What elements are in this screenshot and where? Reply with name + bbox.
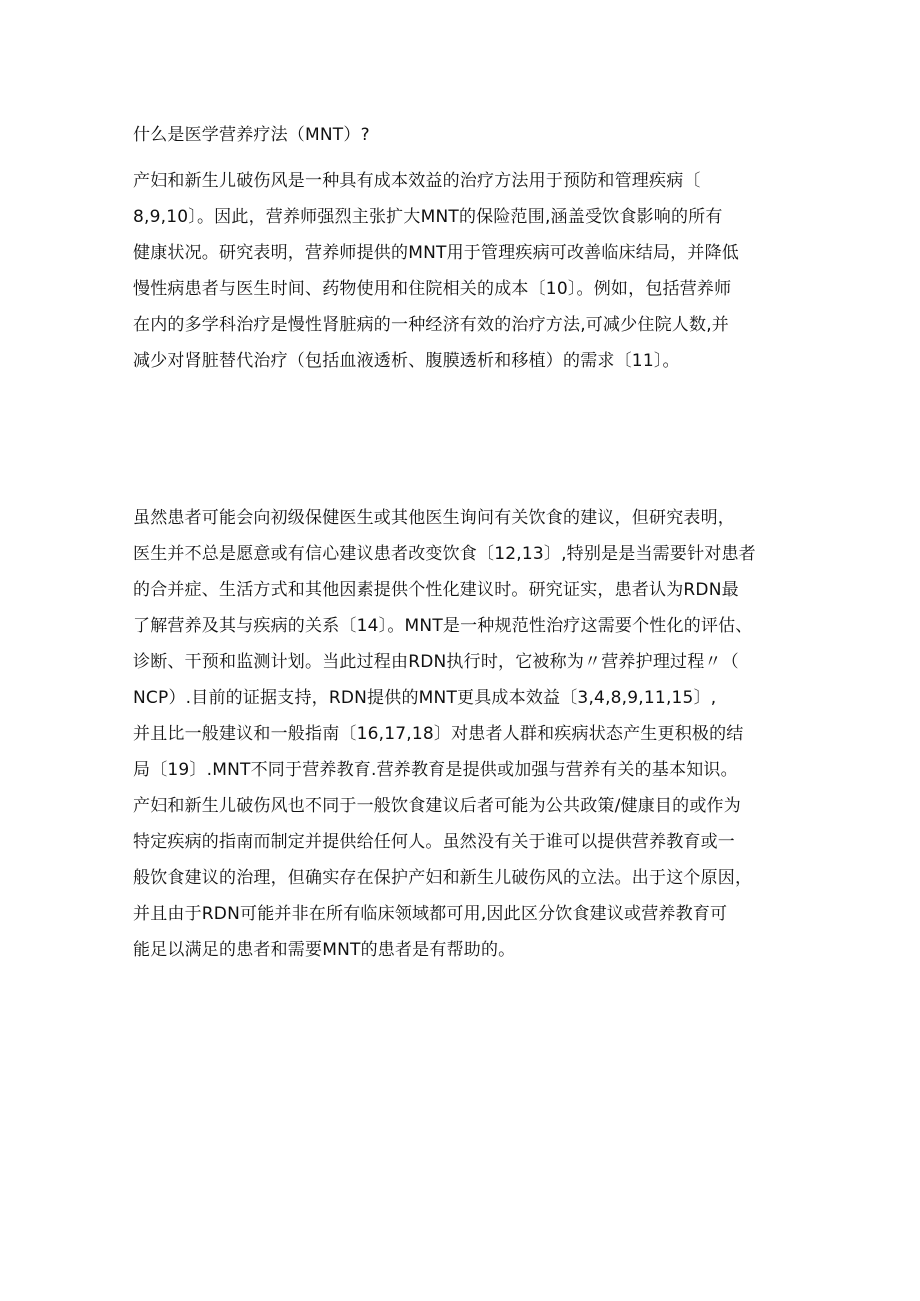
paragraph-line: 特定疾病的指南而制定并提供给任何人。虽然没有关于谁可以提供营养教育或一 [133,832,735,852]
paragraph-line: 健康状况。研究表明，营养师提供的MNT用于管理疾病可改善临床结局，并降低 [133,243,739,263]
heading-text: 什么是医学营养疗法（MNT）? [133,125,370,145]
paragraph-line: 虽然患者可能会向初级保健医生或其他医生询问有关饮食的建议，但研究表明， [133,508,735,528]
paragraph-line: 在内的多学科治疗是慢性肾脏病的一种经济有效的治疗方法,可减少住院人数,并 [133,315,730,335]
paragraph-line: 医生并不总是愿意或有信心建议患者改变饮食〔12,13〕,特别是是当需要针对患者 [133,544,756,564]
paragraph-1 [133,163,795,379]
paragraph-line: 减少对肾脏替代治疗（包括血液透析、腹膜透析和移植）的需求〔11〕。 [133,351,680,371]
paragraph-line: 并且比一般建议和一般指南〔16,17,18〕对患者人群和疾病状态产生更积极的结 [133,724,744,744]
paragraph-line: 产妇和新生儿破伤风也不同于一般饮食建议后者可能为公共政策/健康目的或作为 [133,796,741,816]
paragraph-line: 能足以满足的患者和需要MNT的患者是有帮助的。 [133,940,516,960]
paragraph-line: 并且由于RDN可能并非在所有临床领域都可用,因此区分饮食建议或营养教育可 [133,904,728,924]
paragraph-line: 慢性病患者与医生时间、药物使用和住院相关的成本〔10〕。例如，包括营养师 [133,279,732,299]
paragraph-line: 产妇和新生儿破伤风是一种具有成本效益的治疗方法用于预防和管理疾病〔 [133,171,701,191]
paragraph-line: 了解营养及其与疾病的关系〔14〕。MNT是一种规范性治疗这需要个性化的评估、 [133,616,753,636]
paragraph-line: 局〔19〕.MNT不同于营养教育.营养教育是提供或加强与营养有关的基本知识。 [133,760,738,780]
heading [133,117,795,153]
paragraph-line: 的合并症、生活方式和其他因素提供个性化建议时。研究证实，患者认为RDN最 [133,580,739,600]
paragraph-2 [133,500,795,968]
paragraph-line: 诊断、干预和监测计划。当此过程由RDN执行时，它被称为〃营养护理过程〃（ [133,652,739,672]
paragraph-line: 般饮食建议的治理，但确实存在保护产妇和新生儿破伤风的立法。出于这个原因， [133,868,753,888]
paragraph-line: NCP）.目前的证据支持，RDN提供的MNT更具成本效益〔3,4,8,9,11,15〕, [133,688,717,708]
paragraph-line: 8,9,10〕。因此，营养师强烈主张扩大MNT的保险范围,涵盖受饮食影响的所有 [133,207,723,227]
